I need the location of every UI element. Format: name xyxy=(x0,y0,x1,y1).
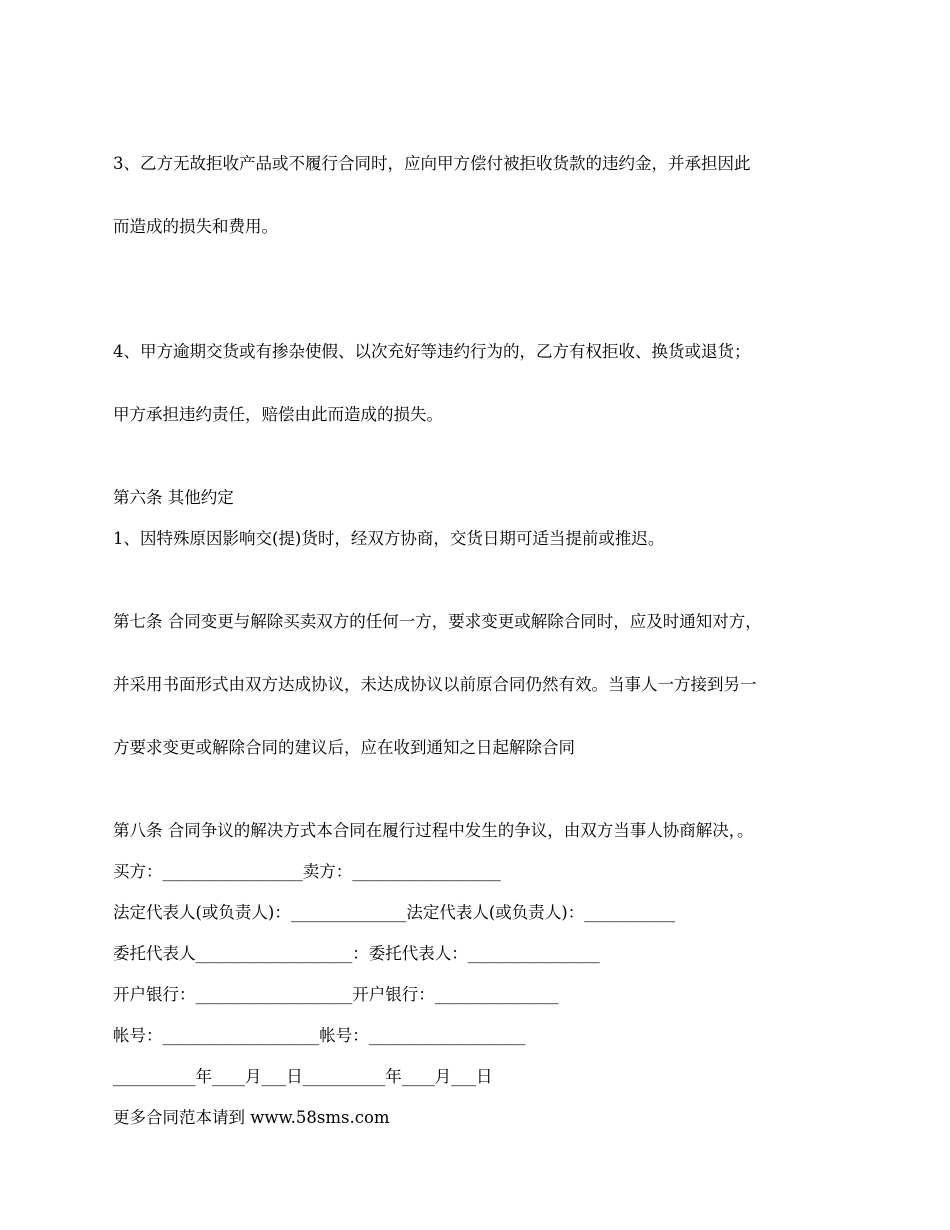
signature-account: 帐号：___________________帐号：___________________ xyxy=(113,1026,526,1045)
clause7-line1: 第七条 合同变更与解除买卖双方的任何一方，要求变更或解除合同时，应及时通知对方， xyxy=(113,612,762,631)
clause6-heading: 第六条 其他约定 xyxy=(113,488,234,507)
clause7 xyxy=(113,569,848,800)
clause5-item3 xyxy=(113,111,848,279)
contract-page xyxy=(113,111,848,1128)
signature-agent: 委托代表人___________________：委托代表人：________________ xyxy=(113,944,600,963)
signature-bank: 开户银行：___________________开户银行：_______________ xyxy=(113,985,559,1004)
signature-date: __________年____月___日__________年____月___日 xyxy=(113,1067,493,1086)
clause7-line3: 方要求变更或解除合同的建议后，应在收到通知之日起解除合同 xyxy=(113,738,575,757)
signature-buyer-seller: 买方：_________________卖方：__________________ xyxy=(113,862,501,881)
signature-legal-rep: 法定代表人(或负责人)：______________法定代表人(或负责人)：___________ xyxy=(113,903,675,922)
clause8: 第八条 合同争议的解决方式本合同在履行过程中发生的争议，由双方当事人协商解决，。 xyxy=(113,821,754,840)
footer-link-text: 更多合同范本请到 www.58sms.com xyxy=(113,1108,390,1127)
clause6-item1: 1、因特殊原因影响交(提)货时，经双方协商，交货日期可适当提前或推迟。 xyxy=(113,529,665,548)
clause7-line2: 并采用书面形式由双方达成协议，未达成协议以前原合同仍然有效。当事人一方接到另一 xyxy=(113,675,757,694)
clause5-item4-line1: 4、甲方逾期交货或有掺杂使假、以次充好等违约行为的，乙方有权拒收、换货或退货； xyxy=(113,342,751,361)
clause5-item3-line2: 而造成的损失和费用。 xyxy=(113,217,278,236)
clause5-item4-line2: 甲方承担违约责任，赔偿由此而造成的损失。 xyxy=(113,405,443,424)
clause5-item4 xyxy=(113,299,848,467)
clause5-item3-line1: 3、乙方无故拒收产品或不履行合同时，应向甲方偿付被拒收货款的违约金，并承担因此 xyxy=(113,154,751,173)
